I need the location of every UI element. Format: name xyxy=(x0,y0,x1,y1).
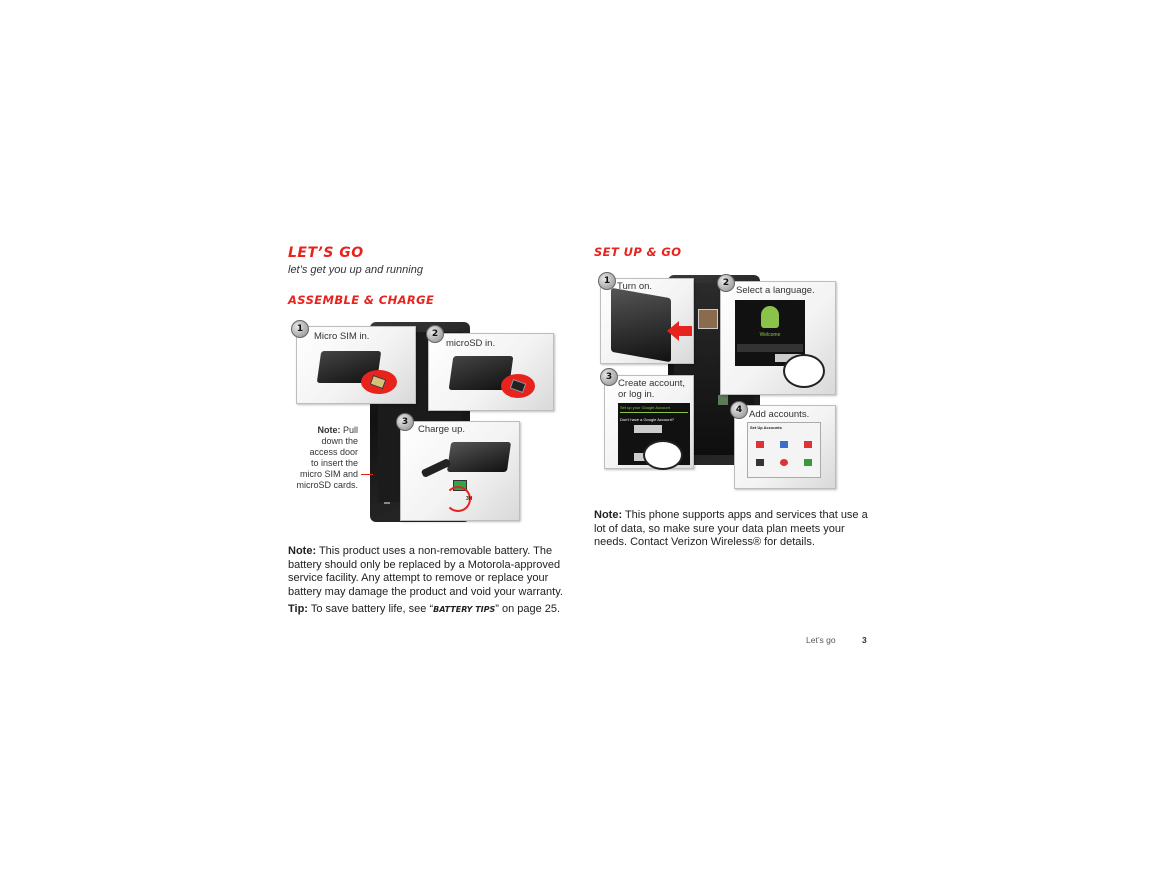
hand-tap-icon-2 xyxy=(643,440,683,470)
step-2-badge: 2 xyxy=(426,325,444,343)
account-icon-6[interactable] xyxy=(804,459,812,466)
setup-step-1-badge: 1 xyxy=(598,272,616,290)
access-door-note-label: Note: xyxy=(317,425,341,435)
step-2-caption: microSD in. xyxy=(446,338,496,349)
app-icon-image xyxy=(718,395,728,405)
access-door-note: Note: Pull down the access door to insert the micro SIM and microSD cards. xyxy=(296,425,358,490)
battery-note: Note: This product uses a non-removable battery. The battery should only be replaced by a Motorola-approved service facility. Any attempt to remove or replace your battery may damage the product and void your warranty. xyxy=(288,545,563,598)
contact-photo-image xyxy=(698,309,718,329)
page-subtitle: let’s get you up and running xyxy=(288,264,423,276)
step-3-panel-charge xyxy=(400,421,520,521)
section-heading-setup: SET UP & GO xyxy=(594,245,682,259)
google-account-subtext: Don't have a Google Account? xyxy=(620,417,674,422)
note-pointer-line xyxy=(361,474,373,475)
setup-step-3-caption: Create account, or log in. xyxy=(618,378,686,400)
accounts-screen xyxy=(747,422,821,478)
account-icon-1[interactable] xyxy=(756,441,764,448)
setup-step-4-caption: Add accounts. xyxy=(749,409,810,420)
step-3-caption: Charge up. xyxy=(418,424,466,435)
setup-step-2-panel xyxy=(720,281,836,395)
phone-charge-image xyxy=(447,442,511,472)
create-button[interactable] xyxy=(634,425,662,433)
account-icon-4[interactable] xyxy=(756,459,764,466)
page-number: 3 xyxy=(862,635,867,645)
setup-step-4-badge: 4 xyxy=(730,401,748,419)
charge-hours-label: 3H xyxy=(466,496,473,502)
step-1-badge: 1 xyxy=(291,320,309,338)
android-icon xyxy=(761,306,779,328)
phone-power-image xyxy=(611,288,671,363)
accounts-title: Set Up Accounts xyxy=(750,425,782,430)
setup-step-3-badge: 3 xyxy=(600,368,618,386)
setup-step-1-caption: Turn on. xyxy=(617,281,653,292)
battery-note-label: Note: xyxy=(288,545,317,557)
hand-tap-icon xyxy=(783,354,825,388)
setup-step-2-caption: Select a language. xyxy=(736,285,815,296)
data-plan-note-label: Note: xyxy=(594,509,623,521)
welcome-label: Welcome xyxy=(759,332,781,338)
section-heading-assemble: ASSEMBLE & CHARGE xyxy=(288,293,435,307)
google-account-header: Set up your Google Account xyxy=(620,405,670,410)
footer-section-name: Let’s go xyxy=(806,635,836,645)
account-icon-3[interactable] xyxy=(804,441,812,448)
step-3-badge: 3 xyxy=(396,413,414,431)
tip-label: Tip: xyxy=(288,603,308,615)
account-icon-2[interactable] xyxy=(780,441,788,448)
step-1-caption: Micro SIM in. xyxy=(314,331,370,342)
tip-text: Tip: To save battery life, see “BATTERY TIPS” on page 25. xyxy=(288,603,561,615)
setup-step-2-badge: 2 xyxy=(717,274,735,292)
battery-tips-link[interactable]: BATTERY TIPS xyxy=(433,605,496,614)
page-title: LET’S GO xyxy=(288,245,364,261)
data-plan-note: Note: This phone supports apps and services that use a lot of data, so make sure your data plan meets your needs. Contact Verizon Wireless® for details. xyxy=(594,509,868,548)
account-icon-5[interactable] xyxy=(780,459,788,466)
